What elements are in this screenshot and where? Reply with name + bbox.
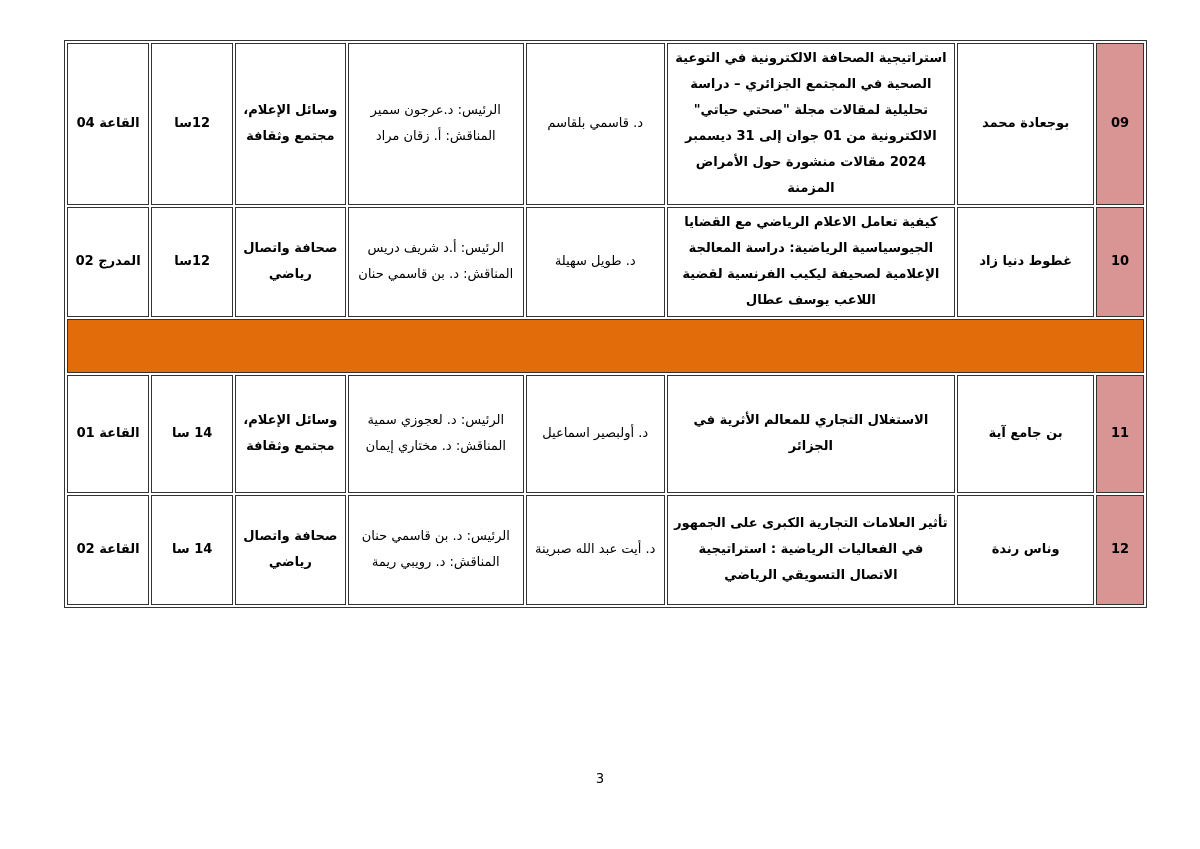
separator-bar — [67, 319, 1144, 373]
jury — [348, 375, 524, 493]
jury-examiner: المناقش: د. مختاري إيمان — [365, 439, 506, 454]
jury-president: الرئيس: أ.د شريف دريس — [367, 241, 505, 256]
thesis-title: الاستغلال التجاري للمعالم الأثرية في الجزائر — [667, 375, 956, 493]
defense-time: 12سا — [151, 207, 233, 317]
supervisor: د. طويل سهيلة — [526, 207, 665, 317]
jury-president: الرئيس: د. بن قاسمي حنان — [361, 529, 510, 544]
jury-president: الرئيس: د.عرجون سمير — [370, 103, 501, 118]
separator-row — [67, 319, 1144, 373]
jury-president: الرئيس: د. لعجوزي سمية — [367, 413, 505, 428]
supervisor: د. أيت عبد الله صبرينة — [526, 495, 665, 605]
thesis-title: تأثير العلامات التجارية الكبرى على الجمهور في الفعاليات الرياضية : استراتيجية الاتصال التسويقي الرياضي — [667, 495, 956, 605]
specialty: صحافة واتصال رياضي — [235, 207, 346, 317]
specialty: وسائل الإعلام، مجتمع وثقافة — [235, 43, 346, 205]
defense-time: 12سا — [151, 43, 233, 205]
defense-schedule-table — [64, 40, 1147, 608]
defense-time: 14 سا — [151, 495, 233, 605]
thesis-title: استراتيجية الصحافة الالكترونية في التوعية الصحية في المجتمع الجزائري – دراسة تحليلية لمقالات مجلة "صحتي حياتي" الالكترونية من 01 جوان إلى 31 ديسمبر 2024 مقالات منشورة حول الأمراض المزمنة — [667, 43, 956, 205]
student-name: وناس رندة — [957, 495, 1094, 605]
row-number: 09 — [1096, 43, 1144, 205]
specialty: صحافة واتصال رياضي — [235, 495, 346, 605]
student-name: بوجعادة محمد — [957, 43, 1094, 205]
page-number: 3 — [595, 772, 605, 787]
jury-examiner: المناقش: د. رويبي ريمة — [371, 555, 500, 570]
row-number: 12 — [1096, 495, 1144, 605]
supervisor: د. قاسمي بلقاسم — [526, 43, 665, 205]
table-row — [67, 375, 1144, 493]
defense-room: القاعة 04 — [67, 43, 149, 205]
table-row — [67, 43, 1144, 205]
defense-room: القاعة 01 — [67, 375, 149, 493]
jury-examiner: المناقش: أ. زقان مراد — [375, 129, 496, 144]
student-name: بن جامع آية — [957, 375, 1094, 493]
specialty: وسائل الإعلام، مجتمع وثقافة — [235, 375, 346, 493]
row-number: 11 — [1096, 375, 1144, 493]
defense-room: المدرج 02 — [67, 207, 149, 317]
jury — [348, 207, 524, 317]
jury-examiner: المناقش: د. بن قاسمي حنان — [358, 267, 514, 282]
jury — [348, 495, 524, 605]
table-row — [67, 207, 1144, 317]
defense-room: القاعة 02 — [67, 495, 149, 605]
table-row — [67, 495, 1144, 605]
supervisor: د. أولبصير اسماعيل — [526, 375, 665, 493]
student-name: غطوط دنيا زاد — [957, 207, 1094, 317]
jury — [348, 43, 524, 205]
defense-time: 14 سا — [151, 375, 233, 493]
thesis-title: كيفية تعامل الاعلام الرياضي مع القضايا الجيوسياسية الرياضية: دراسة المعالجة الإعلامية لصحيفة ليكيب الفرنسية لقضية اللاعب يوسف عطال — [667, 207, 956, 317]
row-number: 10 — [1096, 207, 1144, 317]
